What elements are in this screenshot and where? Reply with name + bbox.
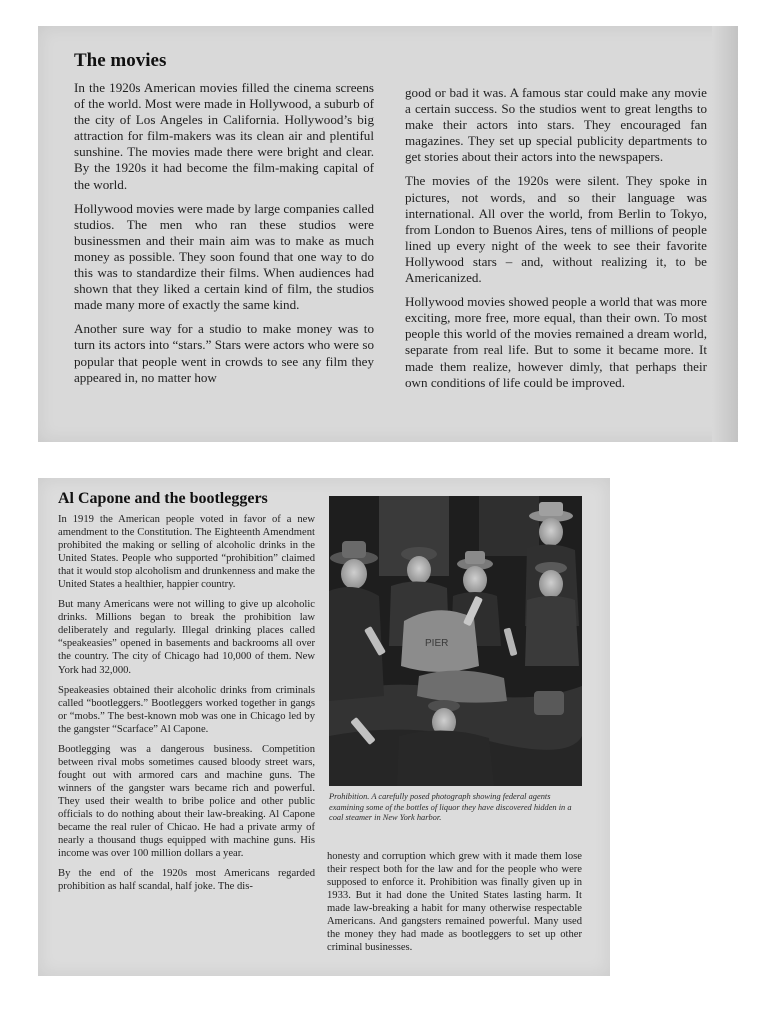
- column-right-movies: [405, 85, 707, 399]
- scan-page-capone: [38, 478, 610, 976]
- paragraph: Hollywood movies showed people a world that was more exciting, more free, more equal, than their own. To most people this world of the movies remained a dream world, separate from real life. But to some it became more. It made them realize, however dimly, that perhaps their own conditions of life could be improved.: [405, 294, 707, 390]
- column-left-movies: [74, 80, 374, 394]
- paragraph: Bootlegging was a dangerous business. Competition between rival mobs sometimes caused bloody street wars, fought out with armored cars and machine guns. The winners of the gangster wars became rich and powerful. They used their wealth to bribe police and other public officials to do nothing about their law-breaking. Al Capone became the real ruler of Chicao. He had a private army of nearly a thousand thugs equipped with machine guns. His income was over 100 million dollars a year.: [58, 743, 315, 860]
- column-left-capone: [58, 513, 315, 900]
- paragraph: But many Americans were not willing to give up alcoholic drinks. Millions began to break the prohibition law deliberately and regularly. Illegal drinking places called “speakeasies” opened in basements and backrooms all over the country. The city of Chicago had 10,000 of them. New York had 32,000.: [58, 599, 315, 676]
- paragraph: By the end of the 1920s most Americans regarded prohibition as half scandal, half joke. The dis-: [58, 868, 315, 893]
- prohibition-photograph: [329, 496, 582, 786]
- article-title-movies: The movies: [74, 50, 167, 71]
- photo-caption: Prohibition. A carefully posed photograph showing federal agents examining some of the bottles of liquor they have discovered hidden in a coal steamer in New York harbor.: [329, 792, 572, 822]
- paragraph: In 1919 the American people voted in favor of a new amendment to the Constitution. The Eighteenth Amendment prohibited the making or selling of alcoholic drinks in the United States. People who supported “prohibition” claimed that it would stop alcoholism and drunkenness and make the United States a healthier, happier country.: [58, 514, 315, 591]
- scan-page-movies: [38, 26, 738, 442]
- paragraph: Hollywood movies were made by large companies called studios. The men who ran these studios were businessmen and their main aim was to make as much money as possible. They soon found that one way to do this was to standardize their films. When audiences had shown that they liked a certain kind of film, the studios made many more of exactly the same kind.: [74, 200, 374, 313]
- article-title-capone: Al Capone and the bootleggers: [58, 490, 268, 507]
- column-right-capone: [327, 850, 582, 961]
- paragraph: good or bad it was. A famous star could make any movie a certain success. So the studios went to great lengths to make their actors into stars. They encouraged fan magazines. They set up special publicity departments to get stories about their actors into the newspapers.: [405, 85, 707, 165]
- paragraph: Speakeasies obtained their alcoholic drinks from criminals called “bootleggers.” Bootleggers worked together in gangs or “mobs.” The best-known mob was one in Chicago led by the gangster “Scarface” Al Capone.: [58, 684, 315, 735]
- paragraph: Another sure way for a studio to make money was to turn its actors into “stars.” Stars were actors who were so popular that people went in crowds to see any film they appeared in, no matter how: [74, 321, 374, 385]
- paragraph: The movies of the 1920s were silent. They spoke in pictures, not words, and so their language was international. All over the world, from Berlin to Tokyo, from London to Buenos Aires, tens of millions of people lined up every night of the week to see their favorite Hollywood stars – and, without realizing it, to be Americanized.: [405, 173, 707, 286]
- photo-illustration: [329, 496, 582, 786]
- paragraph: honesty and corruption which grew with it made them lose their respect both for the law and for the people who were supposed to enforce it. Prohibition was finally given up in 1933. But it had done the United States lasting harm. It made law-breaking a habit for many otherwise respectable Americans. And gangsters remained powerful. Many used the money they had made as bootleggers to set up other criminal businesses.: [327, 851, 582, 954]
- book-spine-shadow: [712, 26, 738, 442]
- paragraph: In the 1920s American movies filled the cinema screens of the world. Most were made in Hollywood, a suburb of the city of Los Angeles in California. Hollywood’s big attraction for film-makers was its clean air and plentiful sunshine. The movies made there were bright and clear. By the 1920s it had become the film-making capital of the world.: [74, 80, 374, 192]
- sack-label: PIER: [425, 638, 449, 649]
